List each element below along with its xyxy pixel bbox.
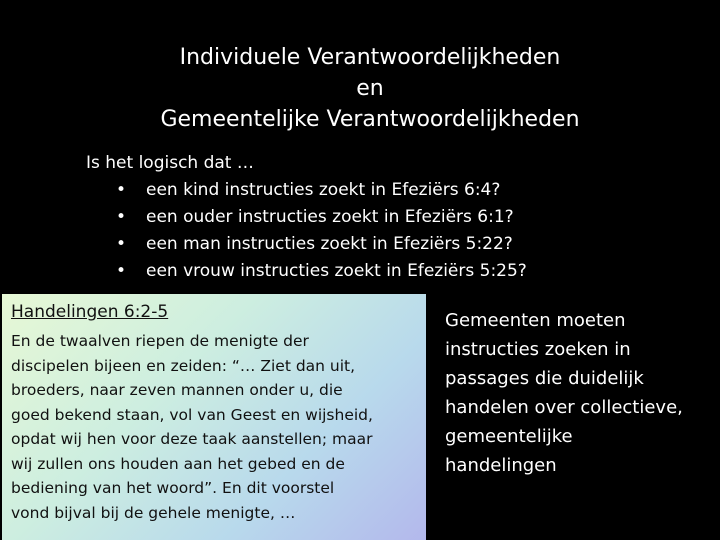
slide-title (0, 42, 720, 135)
quote-line: vond bijval bij de gehele menigte, … (11, 503, 296, 522)
conclusion-line: instructies zoeken in (445, 339, 631, 360)
quote-line: goed bekend staan, vol van Geest en wijsheid, (11, 405, 373, 424)
bullet-icon: • (116, 180, 127, 200)
quote-line: discipelen bijeen en zeiden: “… Ziet dan uit, (11, 356, 356, 375)
quote-line: opdat wij hen voor deze taak aanstellen; maar (11, 430, 373, 448)
conclusion-line: handelingen (445, 455, 557, 476)
intro-question (86, 150, 686, 285)
bullet-icon: • (116, 207, 127, 227)
bullet-text: een kind instructies zoekt in Efeziërs 6:4? (146, 180, 501, 200)
scripture-quote-box (2, 294, 426, 540)
conclusion-line: Gemeenten moeten (445, 310, 626, 331)
bullet-item (86, 258, 686, 285)
quote-line: wij zullen ons houden aan het gebed en de (11, 454, 345, 473)
intro-lead: Is het logisch dat … (86, 153, 254, 173)
bullet-icon: • (116, 261, 127, 281)
quote-line: broeders, naar zeven mannen onder u, die (11, 381, 343, 399)
bullet-item (86, 231, 686, 258)
bullet-icon: • (116, 234, 127, 254)
bullet-item (86, 204, 686, 231)
title-line-1: Individuele Verantwoordelijkheden (179, 45, 561, 70)
title-line-3: Gemeentelijke Verantwoordelijkheden (160, 107, 580, 132)
conclusion-line: handelen over collectieve, (445, 397, 683, 418)
conclusion-line: gemeentelijke (445, 426, 573, 447)
bullet-text: een man instructies zoekt in Efeziërs 5:22? (146, 234, 513, 254)
bullet-text: een vrouw instructies zoekt in Efeziërs 5:25? (146, 261, 527, 281)
scripture-reference: Handelingen 6:2-5 (11, 302, 169, 322)
conclusion-line: passages die duidelijk (445, 368, 644, 389)
title-line-2: en (356, 76, 384, 101)
quote-line: bediening van het woord”. En dit voorstel (11, 479, 335, 497)
bullet-list (86, 177, 686, 285)
bullet-text: een ouder instructies zoekt in Efeziërs 6:1? (146, 207, 514, 227)
quote-line: En de twaalven riepen de menigte der (11, 332, 309, 350)
bullet-item (86, 177, 686, 204)
conclusion-note (445, 306, 715, 480)
